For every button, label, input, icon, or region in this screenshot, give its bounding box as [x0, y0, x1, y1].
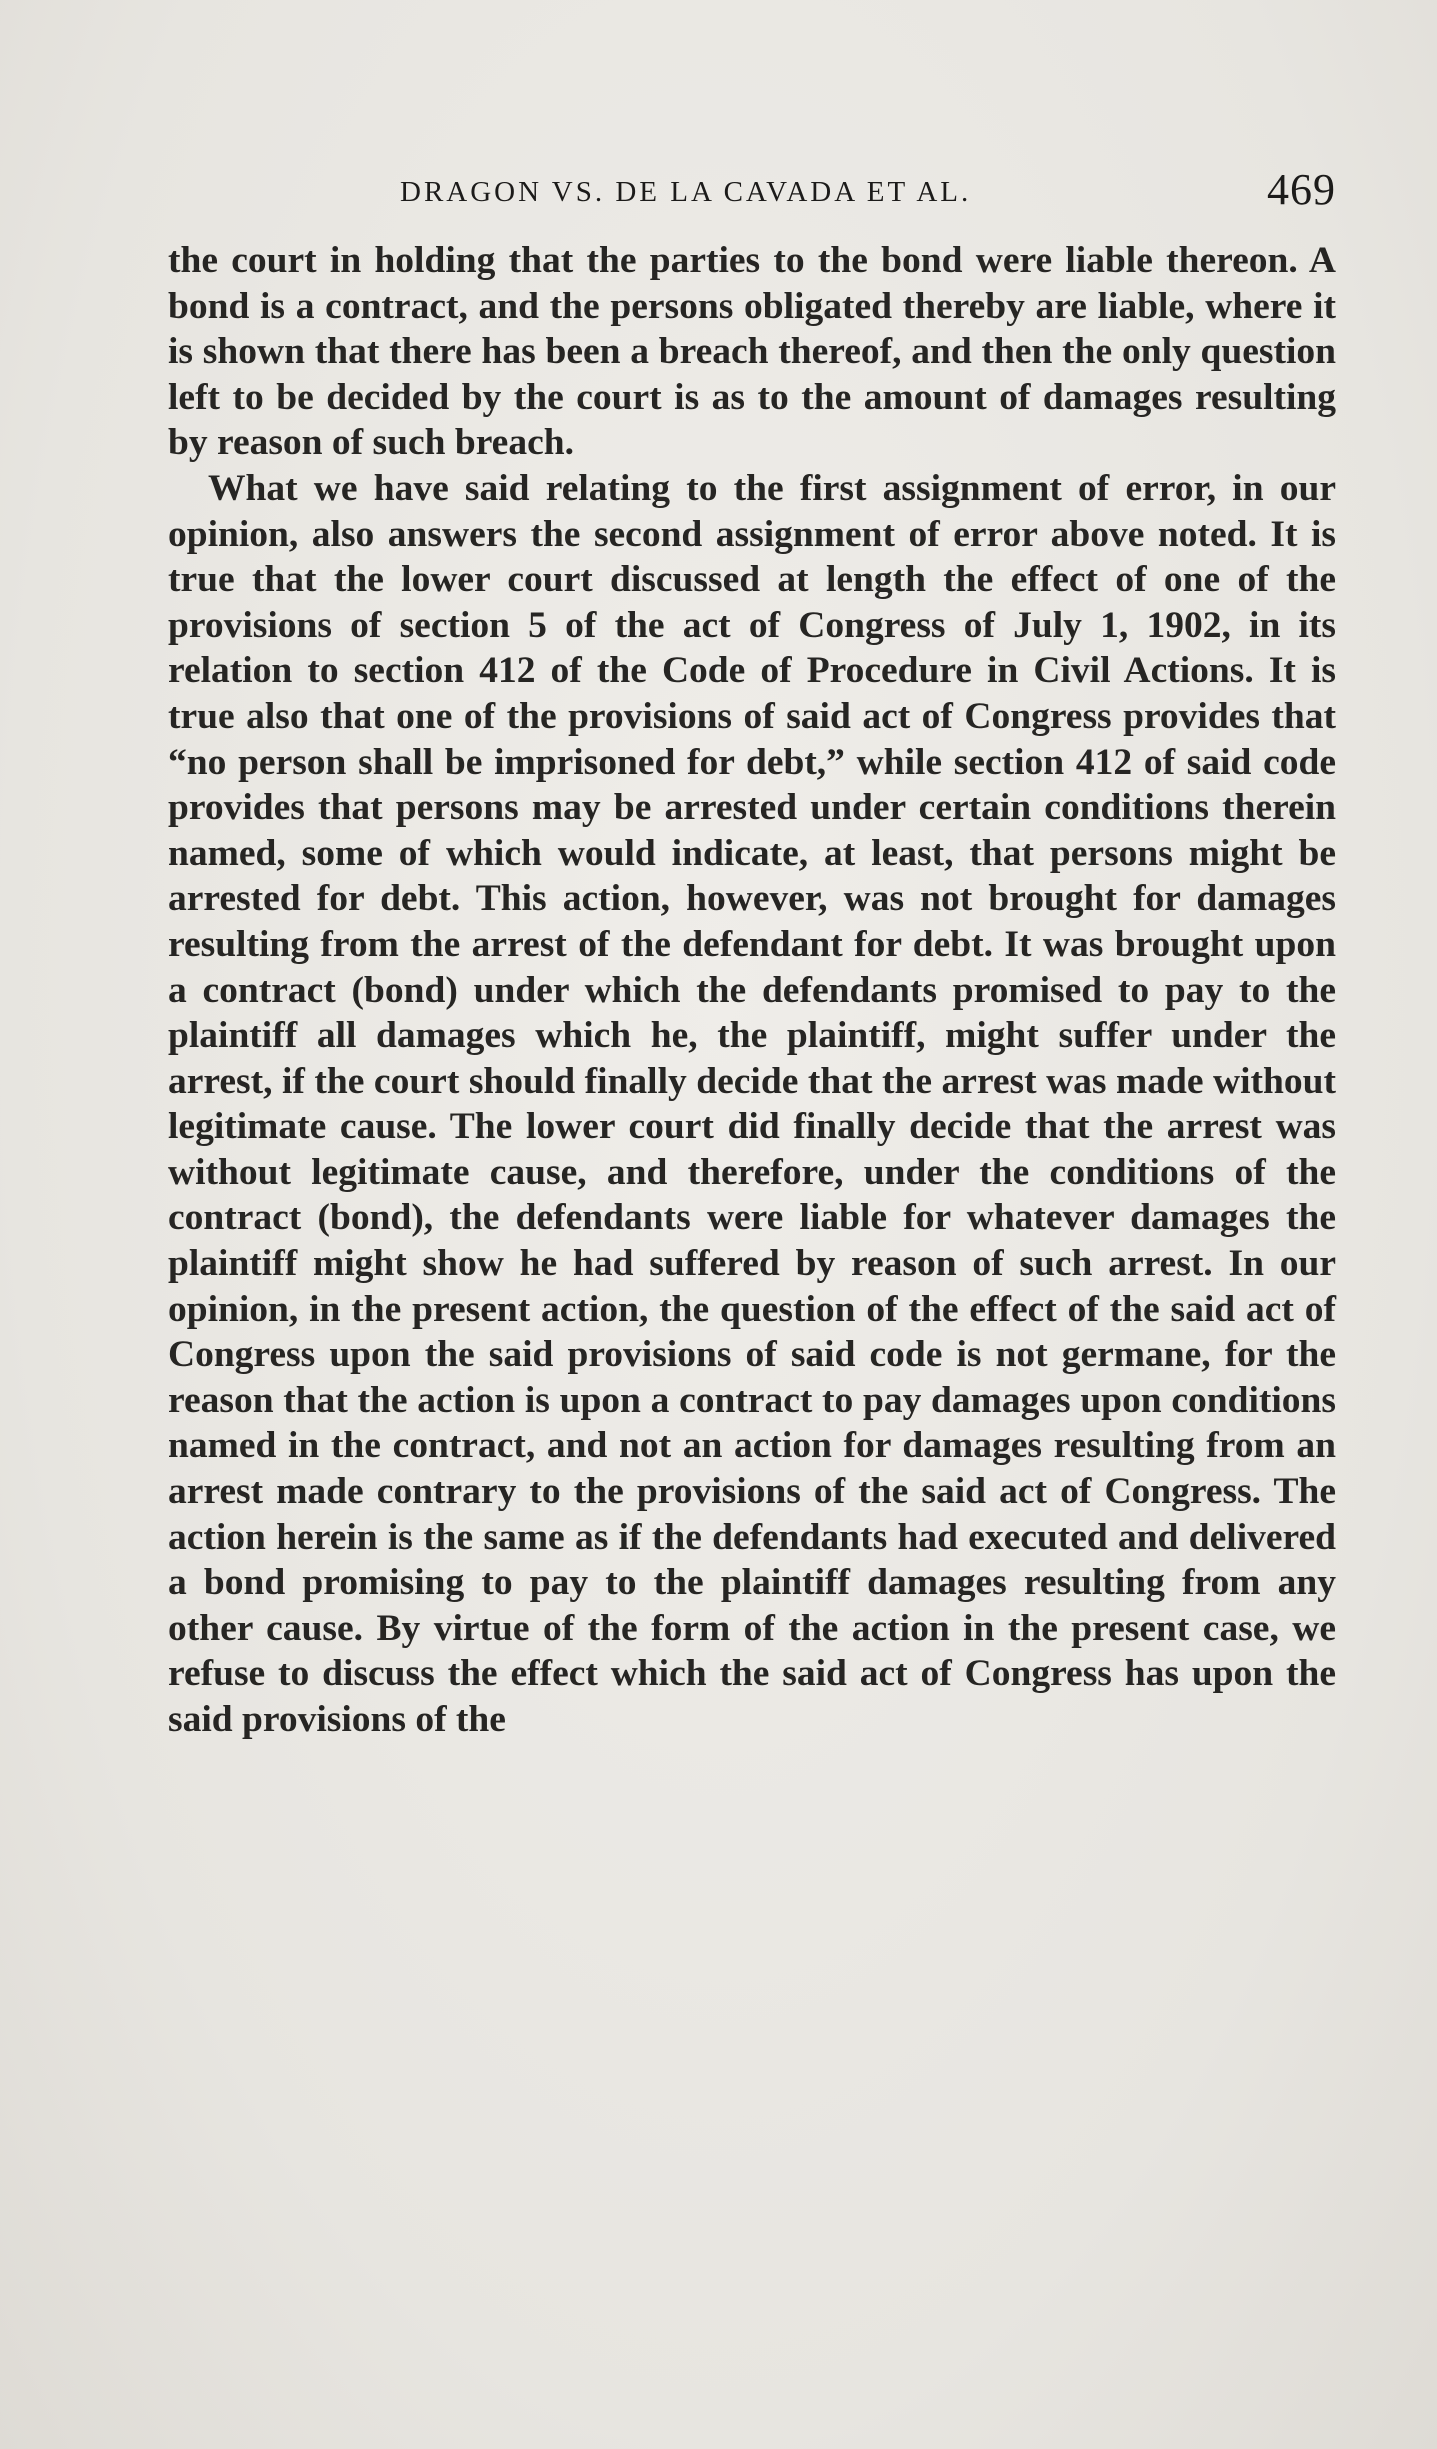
body-text: [168, 238, 1336, 1743]
paragraph-main: What we have said relating to the first assignment of error, in our opinion, also answers the second assignment of error above noted. It is true that the lower court discussed at length the effect of one of the provisions of section 5 of the act of Congress of July 1, 1902, in its relation to section 412 of the Code of Procedure in Civil Actions. It is true also that one of the provisions of said act of Congress provides that “no person shall be imprisoned for debt,” while section 412 of said code provides that persons may be arrested under certain conditions therein named, some of which would indicate, at least, that persons might be arrested for debt. This action, however, was not brought for damages resulting from the arrest of the defendant for debt. It was brought upon a contract (bond) under which the defendants promised to pay to the plaintiff all damages which he, the plaintiff, might suffer under the arrest, if the court should finally decide that the arrest was made without legitimate cause. The lower court did finally decide that the arrest was without legitimate cause, and therefore, under the conditions of the contract (bond), the defendants were liable for whatever damages the plaintiff might show he had suffered by reason of such arrest. In our opinion, in the present action, the question of the effect of the said act of Congress upon the said provisions of said code is not germane, for the reason that the action is upon a contract to pay damages upon conditions named in the contract, and not an action for damages resulting from an arrest made contrary to the provisions of the said act of Congress. The action herein is the same as if the defendants had executed and delivered a bond promising to pay to the plaintiff damages resulting from any other cause. By virtue of the form of the action in the present case, we refuse to discuss the effect which the said act of Congress has upon the said provisions of the: [168, 467, 1336, 1740]
page-header: [168, 160, 1336, 240]
running-head: DRAGON VS. DE LA CAVADA ET AL.: [400, 176, 972, 208]
paragraph-continuation: the court in holding that the parties to the bond were liable thereon. A bond is a contract, and the persons obligated thereby are liable, where it is shown that there has been a breach thereof, and then the only question left to be decided by the court is as to the amount of damages resulting by reason of such breach.: [168, 240, 1336, 464]
page-number: 469: [1267, 165, 1336, 214]
